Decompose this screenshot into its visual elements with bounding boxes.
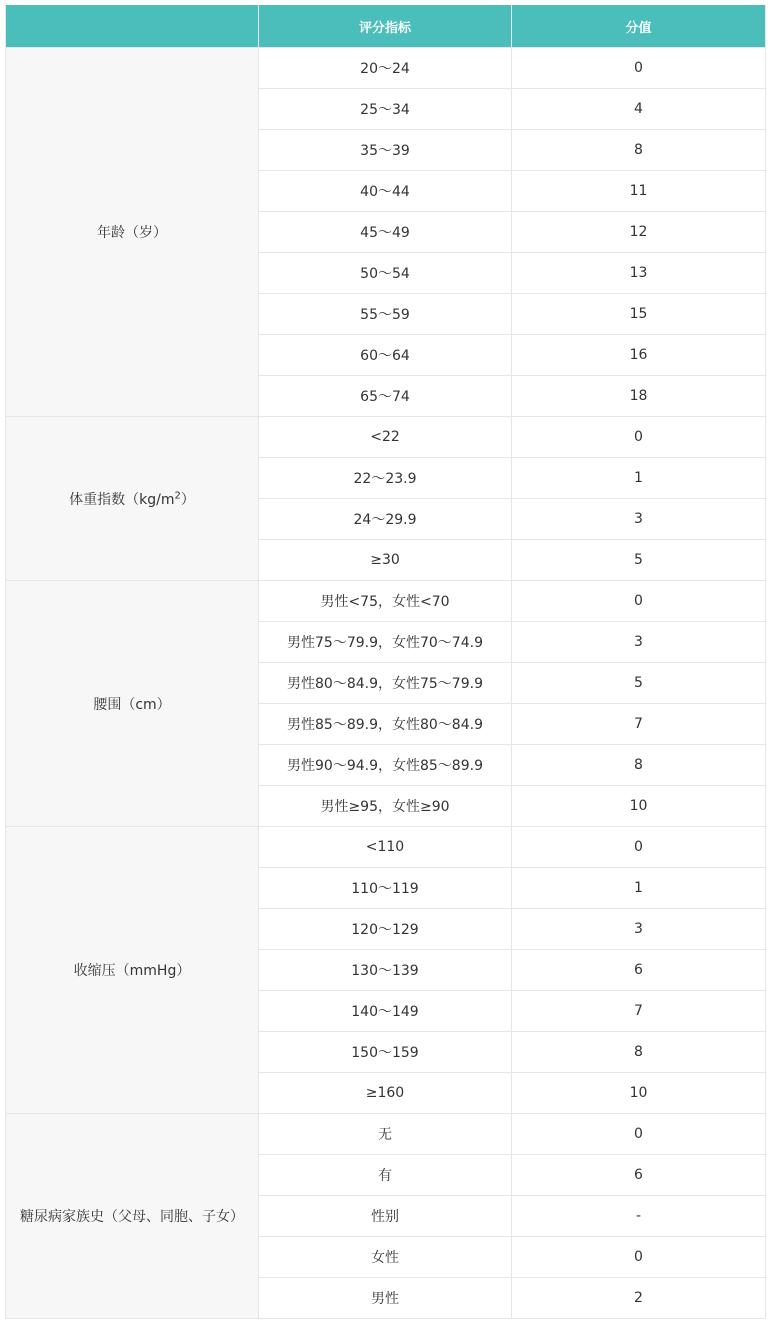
score-cell: - <box>512 1196 766 1237</box>
group-label-systolic-bp: 收缩压（mmHg） <box>6 827 259 1114</box>
score-cell: 8 <box>512 745 766 786</box>
score-cell: 18 <box>512 376 766 417</box>
range-cell: 35～39 <box>259 130 512 171</box>
score-cell: 10 <box>512 1073 766 1114</box>
group-label-bmi <box>6 417 259 581</box>
score-cell: 0 <box>512 1237 766 1278</box>
range-cell: <110 <box>259 827 512 868</box>
group-label-bmi-suffix: ） <box>180 491 195 508</box>
range-cell: 性别 <box>259 1196 512 1237</box>
range-cell: <22 <box>259 417 512 458</box>
range-cell: 25～34 <box>259 89 512 130</box>
table-row <box>6 581 766 622</box>
score-cell: 7 <box>512 991 766 1032</box>
range-cell: 男性75～79.9，女性70～74.9 <box>259 622 512 663</box>
range-cell: 55～59 <box>259 294 512 335</box>
score-cell: 1 <box>512 458 766 499</box>
score-cell: 4 <box>512 89 766 130</box>
table-row <box>6 417 766 458</box>
range-cell: ≥30 <box>259 540 512 581</box>
group-label-family-history: 糖尿病家族史（父母、同胞、子女） <box>6 1114 259 1319</box>
range-cell: 150～159 <box>259 1032 512 1073</box>
range-cell: 男性≥95，女性≥90 <box>259 786 512 827</box>
score-cell: 12 <box>512 212 766 253</box>
group-label-bmi-prefix: 体重指数（kg/m <box>69 491 175 508</box>
diabetes-risk-score-table <box>5 5 766 1319</box>
group-label-waist: 腰围（cm） <box>6 581 259 827</box>
range-cell: 男性 <box>259 1278 512 1319</box>
score-cell: 3 <box>512 499 766 540</box>
range-cell: 50～54 <box>259 253 512 294</box>
score-cell: 15 <box>512 294 766 335</box>
range-cell: 110～119 <box>259 868 512 909</box>
score-cell: 5 <box>512 663 766 704</box>
range-cell: 男性<75，女性<70 <box>259 581 512 622</box>
range-cell: ≥160 <box>259 1073 512 1114</box>
range-cell: 65～74 <box>259 376 512 417</box>
score-cell: 8 <box>512 130 766 171</box>
score-cell: 0 <box>512 581 766 622</box>
score-cell: 1 <box>512 868 766 909</box>
score-cell: 7 <box>512 704 766 745</box>
group-label-age: 年龄（岁） <box>6 48 259 417</box>
range-cell: 24～29.9 <box>259 499 512 540</box>
header-category <box>6 5 259 48</box>
range-cell: 男性90～94.9，女性85～89.9 <box>259 745 512 786</box>
range-cell: 无 <box>259 1114 512 1155</box>
score-cell: 3 <box>512 622 766 663</box>
range-cell: 40～44 <box>259 171 512 212</box>
group-label-bmi-sup: 2 <box>174 489 181 501</box>
score-cell: 0 <box>512 417 766 458</box>
score-cell: 11 <box>512 171 766 212</box>
header-row <box>6 5 766 48</box>
table-row <box>6 1114 766 1155</box>
score-cell: 0 <box>512 827 766 868</box>
score-cell: 6 <box>512 1155 766 1196</box>
score-cell: 0 <box>512 48 766 89</box>
score-cell: 2 <box>512 1278 766 1319</box>
score-cell: 13 <box>512 253 766 294</box>
table-row <box>6 48 766 89</box>
range-cell: 22～23.9 <box>259 458 512 499</box>
header-indicator: 评分指标 <box>259 5 512 48</box>
score-cell: 0 <box>512 1114 766 1155</box>
range-cell: 男性80～84.9，女性75～79.9 <box>259 663 512 704</box>
range-cell: 60～64 <box>259 335 512 376</box>
score-cell: 5 <box>512 540 766 581</box>
score-cell: 3 <box>512 909 766 950</box>
range-cell: 20～24 <box>259 48 512 89</box>
range-cell: 130～139 <box>259 950 512 991</box>
range-cell: 140～149 <box>259 991 512 1032</box>
range-cell: 120～129 <box>259 909 512 950</box>
table-row <box>6 827 766 868</box>
range-cell: 男性85～89.9，女性80～84.9 <box>259 704 512 745</box>
range-cell: 45～49 <box>259 212 512 253</box>
score-cell: 8 <box>512 1032 766 1073</box>
range-cell: 有 <box>259 1155 512 1196</box>
header-score: 分值 <box>512 5 766 48</box>
score-cell: 10 <box>512 786 766 827</box>
score-cell: 16 <box>512 335 766 376</box>
score-cell: 6 <box>512 950 766 991</box>
range-cell: 女性 <box>259 1237 512 1278</box>
